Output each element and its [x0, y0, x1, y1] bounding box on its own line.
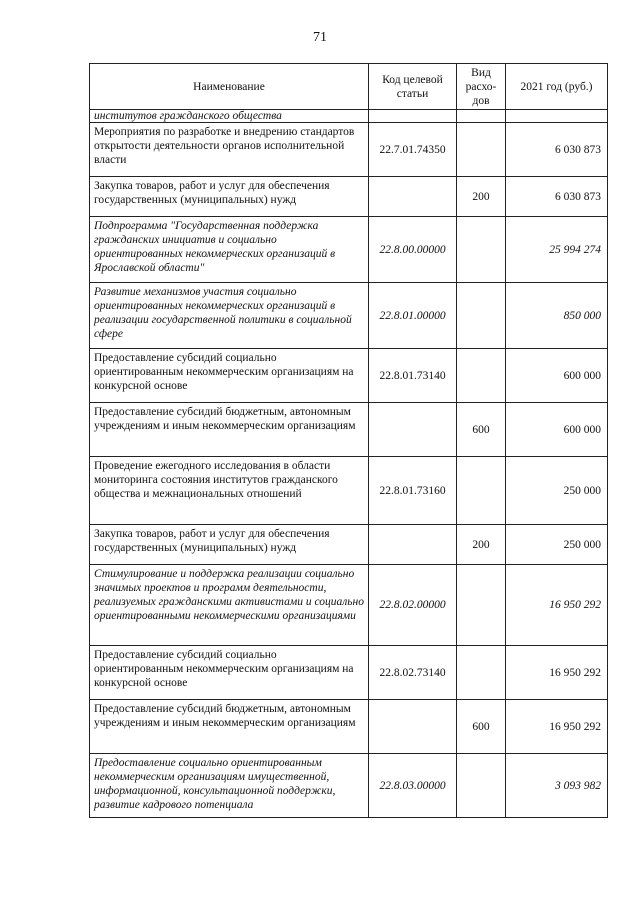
row-type: [457, 754, 506, 818]
row-type: 600: [457, 700, 506, 754]
row-code: [369, 700, 457, 754]
header-name: Наименование: [90, 64, 369, 110]
header-amount: 2021 год (руб.): [506, 64, 608, 110]
row-code: [369, 177, 457, 217]
table-header-row: [90, 64, 608, 110]
budget-table: [89, 63, 608, 818]
table-row: [90, 700, 608, 754]
row-amount: 16 950 292: [506, 646, 608, 700]
row-code: 22.7.01.74350: [369, 123, 457, 177]
row-name: институтов гражданского общества: [90, 110, 369, 123]
table-row: [90, 283, 608, 349]
table-row: [90, 217, 608, 283]
row-type: [457, 110, 506, 123]
row-code: [369, 525, 457, 565]
row-name: Предоставление субсидий социально ориентированным некоммерческим организациям на конкурсной основе: [90, 646, 369, 700]
row-name: Предоставление субсидий социально ориентированным некоммерческим организациям на конкурсной основе: [90, 349, 369, 403]
table-row: [90, 646, 608, 700]
row-amount: 16 950 292: [506, 565, 608, 646]
row-name: Предоставление социально ориентированным некоммерческим организациям имущественной, информационной, консультационной поддержки, развитие кадрового потенциала: [90, 754, 369, 818]
table-row: [90, 565, 608, 646]
row-type: [457, 646, 506, 700]
row-amount: 600 000: [506, 349, 608, 403]
row-name: Мероприятия по разработке и внедрению стандартов открытости деятельности органов исполнительной власти: [90, 123, 369, 177]
row-amount: 16 950 292: [506, 700, 608, 754]
page-number: 71: [313, 30, 327, 45]
row-type: [457, 283, 506, 349]
row-name: Развитие механизмов участия социально ориентированных некоммерческих организаций в реализации государственной политики в социальной сфере: [90, 283, 369, 349]
row-type: [457, 457, 506, 525]
row-type: 200: [457, 525, 506, 565]
row-name: Стимулирование и поддержка реализации социально значимых проектов и программ деятельности, реализуемых гражданскими активистами и социально ориентированными некоммерческими организациями: [90, 565, 369, 646]
row-name: Предоставление субсидий бюджетным, автономным учреждениям и иным некоммерческим организациям: [90, 700, 369, 754]
row-code: 22.8.02.00000: [369, 565, 457, 646]
table-row: [90, 403, 608, 457]
row-amount: 250 000: [506, 525, 608, 565]
table-row: [90, 754, 608, 818]
row-amount: 25 994 274: [506, 217, 608, 283]
row-code: 22.8.02.73140: [369, 646, 457, 700]
row-type: 600: [457, 403, 506, 457]
row-amount: 3 093 982: [506, 754, 608, 818]
row-code: 22.8.01.00000: [369, 283, 457, 349]
row-code: 22.8.01.73140: [369, 349, 457, 403]
table-row: [90, 123, 608, 177]
row-type: [457, 349, 506, 403]
row-code: [369, 403, 457, 457]
row-name: Проведение ежегодного исследования в области мониторинга состояния институтов гражданского общества и межнациональных отношений: [90, 457, 369, 525]
row-amount: 6 030 873: [506, 123, 608, 177]
row-name: Закупка товаров, работ и услуг для обеспечения государственных (муниципальных) нужд: [90, 525, 369, 565]
table-body: [90, 110, 608, 818]
row-code: 22.8.01.73160: [369, 457, 457, 525]
row-amount: [506, 110, 608, 123]
table-row: [90, 349, 608, 403]
row-name: Закупка товаров, работ и услуг для обеспечения государственных (муниципальных) нужд: [90, 177, 369, 217]
row-amount: 250 000: [506, 457, 608, 525]
table-row: [90, 525, 608, 565]
row-name: Подпрограмма "Государственная поддержка гражданских инициатив и социально ориентированных некоммерческих организаций в Ярославской области": [90, 217, 369, 283]
row-type: 200: [457, 177, 506, 217]
row-type: [457, 217, 506, 283]
table-row: [90, 457, 608, 525]
table-row: [90, 110, 608, 123]
row-amount: 6 030 873: [506, 177, 608, 217]
row-code: 22.8.00.00000: [369, 217, 457, 283]
row-code: [369, 110, 457, 123]
header-code: Код целевой статьи: [369, 64, 457, 110]
table-row: [90, 177, 608, 217]
row-code: 22.8.03.00000: [369, 754, 457, 818]
row-name: Предоставление субсидий бюджетным, автономным учреждениям и иным некоммерческим организациям: [90, 403, 369, 457]
header-type: Вид расхо-дов: [457, 64, 506, 110]
row-amount: 850 000: [506, 283, 608, 349]
row-type: [457, 565, 506, 646]
row-amount: 600 000: [506, 403, 608, 457]
row-type: [457, 123, 506, 177]
